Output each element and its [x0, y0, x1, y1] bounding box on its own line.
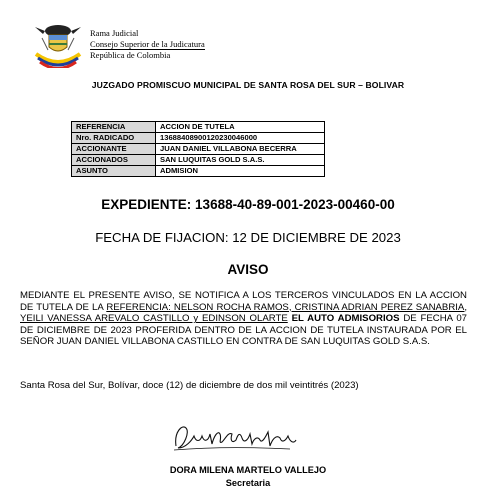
fecha-fijacion: FECHA DE FIJACION: 12 DE DICIEMBRE DE 2023 [95, 230, 401, 245]
body-text-reference: REFERENCIA: NELSON ROCHA RAMOS, CRISTINA ADRIAN PEREZ SANABRIA, YEILI VANESSA AREVALO CASTILLO y EDINSON OLARTE [20, 301, 467, 325]
colombia-coat-of-arms-icon [30, 20, 86, 68]
radicado-value: 13688408900120230046000 [156, 133, 325, 144]
radicado-label: Nro. RADICADO [72, 133, 156, 144]
reference-table [71, 121, 325, 177]
accionados-value: SAN LUQUITAS GOLD S.A.S. [156, 155, 325, 166]
accionante-value: JUAN DANIEL VILLABONA BECERRA [156, 144, 325, 155]
organization-name [90, 28, 205, 61]
body-text-2: DE FECHA 07 DE DICIEMBRE DE 2023 PROFERIDA DENTRO DE LA ACCION DE TUTELA INSTAURADA POR EL SEÑOR JUAN DANIEL VILLABONA CASTILLO EN CONTRA DE SAN LUQUITAS GOLD S.A.S. [20, 313, 467, 348]
reference-label: REFERENCIA [72, 122, 156, 133]
notice-body [20, 290, 467, 348]
accionados-label: ACCIONADOS [72, 155, 156, 166]
place-date: Santa Rosa del Sur, Bolívar, doce (12) de diciembre de dos mil veintitrés (2023) [20, 380, 359, 391]
asunto-value: ADMISION [156, 166, 325, 177]
table-row [72, 122, 325, 133]
handwritten-signature [170, 420, 300, 456]
asunto-label: ASUNTO [72, 166, 156, 177]
court-title: JUZGADO PROMISCUO MUNICIPAL DE SANTA ROSA DEL SUR – BOLIVAR [91, 80, 405, 90]
table-row [72, 166, 325, 177]
table-row [72, 133, 325, 144]
table-row [72, 155, 325, 166]
table-row [72, 144, 325, 155]
body-text-1: MEDIANTE EL PRESENTE AVISO, SE NOTIFICA A LOS TERCEROS VINCULADOS EN LA ACCION DE TUTELA DE LA [20, 290, 467, 313]
expediente-heading: EXPEDIENTE: 13688-40-89-001-2023-00460-00 [101, 197, 395, 212]
org-line-3: República de Colombia [90, 50, 171, 60]
org-line-2: Consejo Superior de la Judicatura [90, 38, 205, 49]
signer-name: DORA MILENA MARTELO VALLEJO [169, 465, 327, 475]
reference-value: ACCION DE TUTELA [156, 122, 325, 133]
signer-role: Secretaria [225, 478, 271, 488]
accionante-label: ACCIONANTE [72, 144, 156, 155]
aviso-title: AVISO [227, 262, 269, 277]
body-text-auto: EL AUTO ADMISORIOS [287, 313, 400, 325]
letterhead [30, 20, 470, 70]
org-line-1: Rama Judicial [90, 28, 139, 38]
